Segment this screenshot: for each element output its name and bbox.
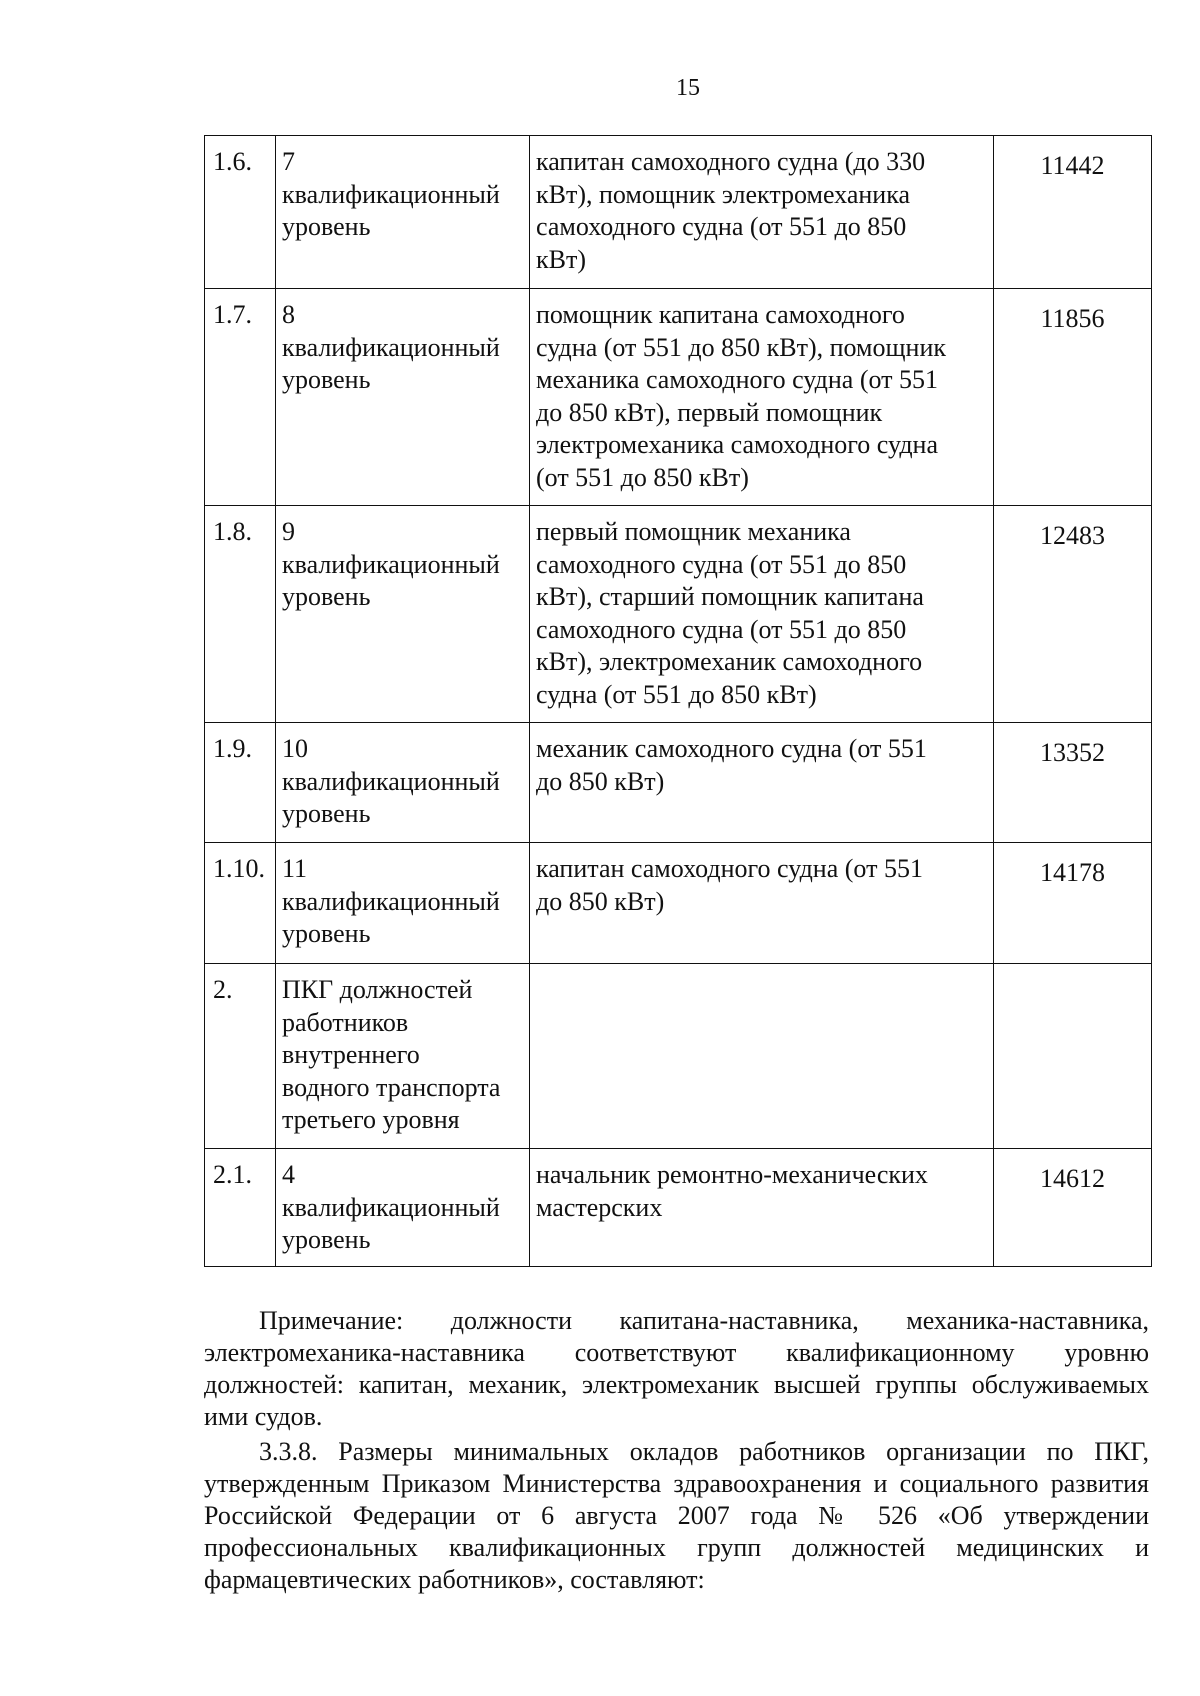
row-number-cell [205, 506, 276, 723]
page-number: 15 [676, 75, 700, 101]
table-row [205, 506, 1152, 723]
salary-table [204, 135, 1152, 1267]
table-row [205, 723, 1152, 843]
salary-value: 11442 [1040, 151, 1105, 180]
row-number-cell [205, 964, 276, 1149]
positions-text: механик самоходного судна (от 551 до 850 кВт) [536, 734, 927, 796]
salary-cell [994, 723, 1152, 843]
row-number: 1.8. [213, 517, 252, 546]
qualification-level-cell [276, 1149, 530, 1267]
qualification-level-cell [276, 506, 530, 723]
qualification-level-cell [276, 136, 530, 289]
qualification-level: 9 квалификационный уровень [282, 517, 500, 611]
salary-cell [994, 964, 1152, 1149]
qualification-level-cell [276, 964, 530, 1149]
row-number-cell [205, 843, 276, 964]
table-row [205, 289, 1152, 506]
salary-cell [994, 289, 1152, 506]
positions-text: капитан самоходного судна (от 551 до 850 кВт) [536, 854, 923, 916]
salary-cell [994, 506, 1152, 723]
qualification-level-cell [276, 843, 530, 964]
positions-cell [530, 136, 994, 289]
qualification-level: 8 квалификационный уровень [282, 300, 500, 394]
row-number-cell [205, 136, 276, 289]
table-row [205, 136, 1152, 289]
positions-cell [530, 289, 994, 506]
positions-text: капитан самоходного судна (до 330 кВт), помощник электромеханика самоходного судна (от 551 до 850 кВт) [536, 147, 926, 274]
qualification-level-cell [276, 723, 530, 843]
row-number: 2.1. [213, 1160, 252, 1189]
qualification-level: 11 квалификационный уровень [282, 854, 500, 948]
positions-text: первый помощник механика самоходного судна (от 551 до 850 кВт), старший помощник капитана самоходного судна (от 551 до 850 кВт), электромеханик самоходного судна (от 551 до 850 кВт) [536, 517, 924, 709]
row-number: 1.10. [213, 854, 265, 883]
positions-cell [530, 843, 994, 964]
qualification-level: ПКГ должностей работников внутреннего водного транспорта третьего уровня [282, 975, 501, 1134]
row-number-cell [205, 1149, 276, 1267]
salary-cell [994, 136, 1152, 289]
salary-cell [994, 843, 1152, 964]
row-number: 1.7. [213, 300, 252, 329]
qualification-level: 4 квалификационный уровень [282, 1160, 500, 1254]
positions-cell [530, 506, 994, 723]
salary-value: 11856 [1040, 304, 1105, 333]
table-row [205, 964, 1152, 1149]
qualification-level: 7 квалификационный уровень [282, 147, 500, 241]
table-row [205, 843, 1152, 964]
row-number: 1.9. [213, 734, 252, 763]
row-number: 1.6. [213, 147, 252, 176]
row-number-cell [205, 289, 276, 506]
qualification-level-cell [276, 289, 530, 506]
salary-value: 14612 [1040, 1164, 1105, 1193]
note-paragraph: Примечание: должности капитана-наставника, механика-наставника, электромеханика-наставника соответствуют квалификационному уровню должностей: капитан, механик, электромеханик высшей группы обслуживаемых ими судов. [204, 1306, 1149, 1431]
row-number-cell [205, 723, 276, 843]
salary-value: 12483 [1040, 521, 1105, 550]
positions-text: начальник ремонтно-механических мастерских [536, 1160, 928, 1222]
salary-value: 14178 [1040, 858, 1105, 887]
positions-text: помощник капитана самоходного судна (от 551 до 850 кВт), помощник механика самоходного судна (от 551 до 850 кВт), первый помощник электромеханика самоходного судна (от 551 до 850 кВт) [536, 300, 946, 492]
salary-value: 13352 [1040, 738, 1105, 767]
positions-cell [530, 723, 994, 843]
salary-cell [994, 1149, 1152, 1267]
positions-cell [530, 1149, 994, 1267]
row-number: 2. [213, 975, 233, 1004]
table-row [205, 1149, 1152, 1267]
positions-cell [530, 964, 994, 1149]
body-paragraph: 3.3.8. Размеры минимальных окладов работников организации по ПКГ, утвержденным Приказом Министерства здравоохранения и социального развития Российской Федерации от 6 августа 2007 года № 526 «Об утверждении профессиональных квалификационных групп должностей медицинских и фармацевтических работников», составляют: [204, 1437, 1149, 1594]
qualification-level: 10 квалификационный уровень [282, 734, 500, 828]
